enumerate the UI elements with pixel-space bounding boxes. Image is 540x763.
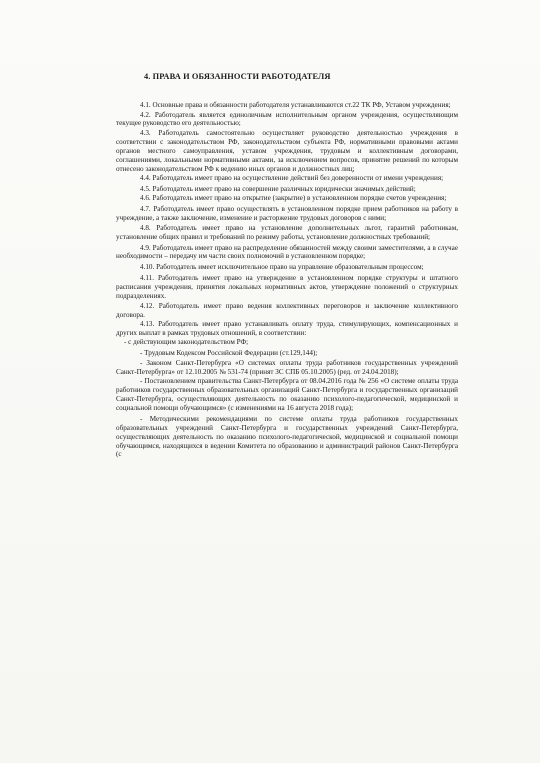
list-item-labor-code: - Трудовым Кодексом Российской Федерации (ст.129,144);: [140, 349, 318, 358]
section-heading: 4. ПРАВА И ОБЯЗАННОСТИ РАБОТОДАТЕЛЯ: [144, 72, 331, 81]
list-item-resolution: - Постановлением правительства Санкт-Петербурга от 08.04.2016 года № 256 «О системе оплаты труда работников государственных образовательных организаций Санкт-Петербурга и государственных организаций Санкт-Петербурга, осуществляющих деятельность по оказанию психолого-педагогической, медицинской и социальной помощи обучающимся» (с изменениями на 16 августа 2018 года);: [116, 377, 458, 412]
paragraph-4-5: 4.5. Работодатель имеет право на совершение различных юридически значимых действий;: [140, 184, 416, 193]
document-body: [116, 101, 458, 459]
list-item-spb-law: - Законом Санкт-Петербурга «О системах оплаты труда работников государственных учреждений Санкт-Петербурга» от 12.10.2005 № 531-74 (принят ЗС СПБ 05.10.2005) (ред. от 24.04.2018);: [116, 358, 458, 376]
paragraph-4-7: 4.7. Работодатель имеет право осуществлять в установленном порядке прием работников на работу в учреждение, а также заключение, изменение и расторжение трудовых договоров с ними;: [116, 205, 458, 223]
paragraph-4-8: 4.8. Работодатель имеет право на установление дополнительных льгот, гарантий работникам, установление общих правил и требований по режиму работы, установление должностных требований;: [116, 223, 458, 241]
paragraph-4-9: 4.9. Работодатель имеет право на распределение обязанностей между своими заместителями, а в случае необходимости – передачу им части своих полномочий в установленном порядке;: [116, 243, 458, 261]
paragraph-4-1: 4.1. Основные права и обязанности работодателя устанавливаются ст.22 ТК РФ, Уставом учреждения;: [140, 101, 451, 109]
paragraph-4-3: 4.3. Работодатель самостоятельно осуществляет руководство деятельностью учреждения в соответствии с законодательством РФ, законодательством субъекта РФ, нормативными правовыми актами органов местного самоуправления, уставом учреждения, трудовым и коллективным договорами, соглашениями, локальными нормативными актами, за исключением вопросов, принятие решений по которым отнесено законодательством РФ к ведению иных органов и должностных лиц;: [116, 128, 458, 173]
list-item-recommendations: - Методическими рекомендациями по системе оплаты труда работников государственных образовательных учреждений Санкт-Петербурга и государственных учреждений Санкт-Петербурга, осуществляющих деятельность по оказанию психолого-педагогической, медицинской и социальной помощи обучающимся, находящихся в ведении Комитета по образованию и администраций районов Санкт-Петербурга (с: [116, 414, 458, 459]
paragraph-4-4: 4.4. Работодатель имеет право на осуществление действий без доверенности от имени учреждения;: [140, 174, 444, 183]
list-item-legislation: - с действующим законодательством РФ;: [124, 338, 249, 347]
paragraph-4-2: 4.2. Работодатель является единоличным исполнительным органом учреждения, осуществляющим текущее руководство его деятельностью;: [116, 110, 458, 128]
paragraph-4-12: 4.12. Работодатель имеет право ведения коллективных переговоров и заключение коллективного договора.: [116, 301, 458, 319]
paragraph-4-6: 4.6. Работодатель имеет право на открытие (закрытие) в установленном порядке счетов учреждения;: [140, 194, 447, 203]
paragraph-4-11: 4.11. Работодатель имеет право на утверждение в установленном порядке структуры и штатного расписания учреждения, принятия локальных нормативных актов, утверждение положений о структурных подразделениях.: [116, 274, 458, 301]
paragraph-4-10: 4.10. Работодатель имеет исключительное право на управление образовательным процессом;: [140, 263, 424, 272]
paragraph-4-13: 4.13. Работодатель имеет право устанавливать оплату труда, стимулирующих, компенсационных и других выплат в рамках трудовых отношений, в соответствии:: [116, 320, 458, 337]
